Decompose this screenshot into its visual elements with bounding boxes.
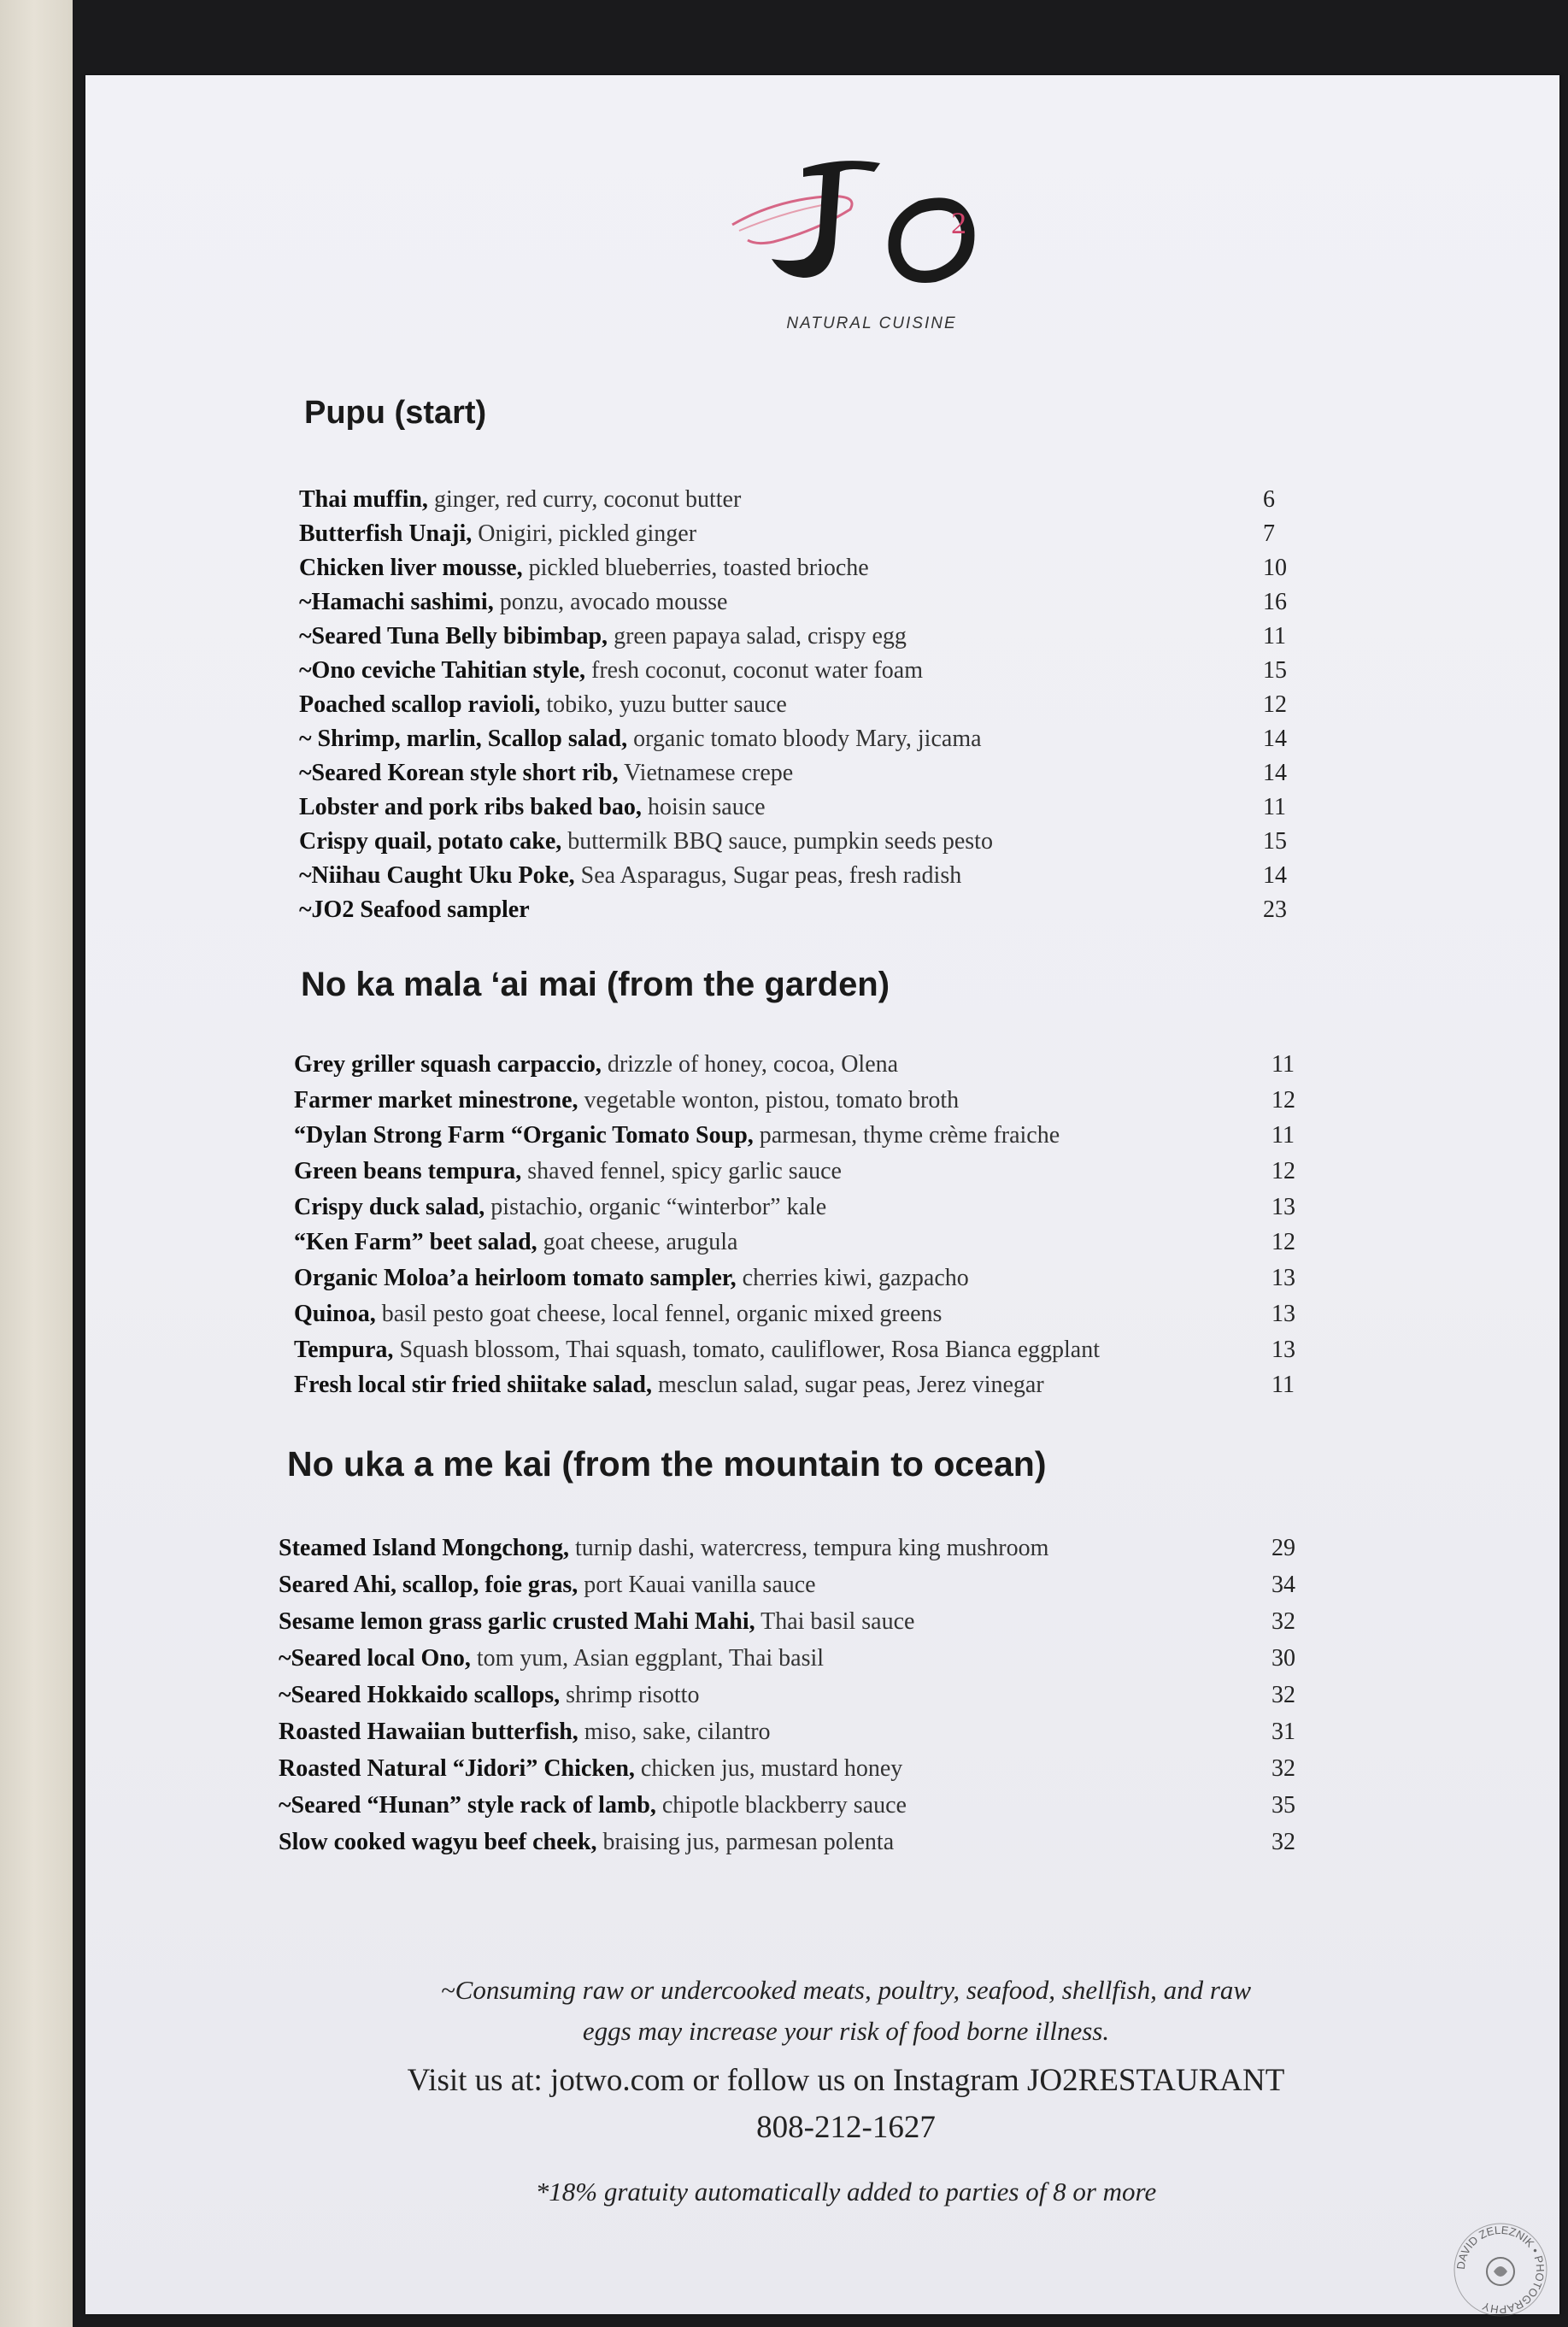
menu-item-description: mesclun salad, sugar peas, Jerez vinegar xyxy=(651,1372,1044,1399)
menu-item xyxy=(299,859,1299,893)
menu-item-description: tobiko, yuzu butter sauce xyxy=(540,691,787,718)
svg-text:DAVID ZELEZNIK • PHOTOGRAPHY: DAVID ZELEZNIK • PHOTOGRAPHY xyxy=(1453,2223,1547,2317)
menu-item-price: 12 xyxy=(1271,1086,1295,1114)
menu-item-name: Fresh local stir fried shiitake salad, xyxy=(294,1372,652,1399)
menu-item-name: ~Seared local Ono, xyxy=(279,1645,471,1672)
menu-item-name: Quinoa, xyxy=(294,1300,376,1327)
menu-item-description: cherries kiwi, gazpacho xyxy=(736,1265,969,1292)
menu-item-description: chipotle blackberry sauce xyxy=(655,1792,907,1819)
menu-list-pupu xyxy=(299,483,1299,927)
menu-item-price: 29 xyxy=(1271,1535,1295,1561)
menu-item-description: Vietnamese crepe xyxy=(618,760,794,786)
menu-item xyxy=(294,1367,1311,1403)
menu-item-name: Steamed Island Mongchong, xyxy=(279,1535,569,1561)
menu-item xyxy=(299,893,1299,927)
menu-item-price: 11 xyxy=(1271,1051,1295,1078)
menu-item-price: 16 xyxy=(1263,589,1287,615)
gratuity-note: *18% gratuity automatically added to parties of 8 or more xyxy=(535,2177,1157,2207)
menu-item-price: 31 xyxy=(1271,1719,1295,1745)
menu-item-description: vegetable wonton, pistou, tomato broth xyxy=(578,1086,960,1114)
photographer-watermark-icon xyxy=(1451,2220,1550,2319)
menu-list-garden xyxy=(294,1047,1311,1403)
menu-item-description: shrimp risotto xyxy=(560,1682,700,1708)
menu-item-description: drizzle of honey, cocoa, Olena xyxy=(601,1051,899,1078)
menu-item-price: 10 xyxy=(1263,555,1287,581)
menu-item-description: chicken jus, mustard honey xyxy=(634,1755,903,1782)
menu-item-name: Sesame lemon grass garlic crusted Mahi Mahi, xyxy=(279,1608,755,1635)
menu-item-name: Lobster and pork ribs baked bao, xyxy=(299,794,642,820)
menu-item-price: 14 xyxy=(1263,726,1287,752)
menu-item-price: 15 xyxy=(1263,828,1287,855)
menu-item xyxy=(294,1260,1311,1296)
menu-item-description: braising jus, parmesan polenta xyxy=(596,1829,895,1855)
logo-subtitle: NATURAL CUISINE xyxy=(786,314,957,332)
menu-item-description: Thai basil sauce xyxy=(755,1608,915,1635)
menu-item-description: pickled blueberries, toasted brioche xyxy=(522,555,869,581)
menu-item xyxy=(279,1603,1321,1640)
menu-item xyxy=(299,551,1299,585)
menu-item-name: Crispy quail, potato cake, xyxy=(299,828,562,855)
menu-item xyxy=(279,1566,1321,1603)
menu-item-name: ~Seared Tuna Belly bibimbap, xyxy=(299,623,608,649)
menu-item xyxy=(279,1824,1321,1860)
menu-item-price: 12 xyxy=(1263,691,1287,718)
menu-item-name: Organic Moloa’a heirloom tomato sampler, xyxy=(294,1265,737,1292)
menu-item-description: Squash blossom, Thai squash, tomato, cauliflower, Rosa Bianca eggplant xyxy=(393,1336,1100,1363)
menu-item-description: Onigiri, pickled ginger xyxy=(472,520,697,547)
menu-item xyxy=(294,1296,1311,1332)
menu-item-price: 11 xyxy=(1263,623,1286,649)
menu-item-name: Chicken liver mousse, xyxy=(299,555,523,581)
menu-item-name: ~Niihau Caught Uku Poke, xyxy=(299,862,575,889)
menu-item-price: 15 xyxy=(1263,657,1287,684)
section-title-garden: No ka mala ‘ai mai (from the garden) xyxy=(301,966,890,1003)
menu-item-price: 30 xyxy=(1271,1645,1295,1672)
menu-item xyxy=(294,1190,1311,1225)
menu-item-description: pistachio, organic “winterbor” kale xyxy=(484,1193,827,1220)
menu-item-name: Butterfish Unaji, xyxy=(299,520,473,547)
menu-item-name: Farmer market minestrone, xyxy=(294,1086,578,1114)
menu-item-description: miso, sake, cilantro xyxy=(578,1719,771,1745)
menu-item-name: Crispy duck salad, xyxy=(294,1193,485,1220)
menu-item-description: basil pesto goat cheese, local fennel, organic mixed greens xyxy=(375,1300,943,1327)
menu-item-name: Tempura, xyxy=(294,1336,394,1363)
menu-item-description: buttermilk BBQ sauce, pumpkin seeds pesto xyxy=(561,828,993,855)
menu-item xyxy=(299,620,1299,654)
menu-item xyxy=(299,688,1299,722)
menu-item xyxy=(294,1225,1311,1260)
menu-footer xyxy=(256,1970,1436,2207)
menu-item xyxy=(299,654,1299,688)
menu-item-name: ~Hamachi sashimi, xyxy=(299,589,494,615)
menu-item-name: Green beans tempura, xyxy=(294,1158,522,1185)
menu-item xyxy=(294,1118,1311,1154)
menu-item xyxy=(279,1677,1321,1713)
menu-item xyxy=(299,756,1299,790)
menu-item-price: 23 xyxy=(1263,896,1287,923)
menu-item-name: Seared Ahi, scallop, foie gras, xyxy=(279,1572,578,1598)
menu-item xyxy=(294,1047,1311,1083)
menu-item-description: ginger, red curry, coconut butter xyxy=(427,486,742,513)
svg-text:2: 2 xyxy=(951,206,966,240)
menu-item-price: 7 xyxy=(1263,520,1275,547)
menu-item-description: goat cheese, arugula xyxy=(537,1229,738,1256)
menu-item-description: parmesan, thyme crème fraiche xyxy=(753,1122,1060,1149)
menu-item-price: 34 xyxy=(1271,1572,1295,1598)
menu-item xyxy=(299,790,1299,825)
menu-item xyxy=(299,517,1299,551)
menu-item-price: 32 xyxy=(1271,1829,1295,1855)
menu-item xyxy=(279,1787,1321,1824)
menu-item-name: ~Seared Korean style short rib, xyxy=(299,760,619,786)
menu-item xyxy=(294,1332,1311,1368)
menu-item xyxy=(279,1530,1321,1566)
menu-item-description: tom yum, Asian eggplant, Thai basil xyxy=(470,1645,825,1672)
menu-item-name: Roasted Natural “Jidori” Chicken, xyxy=(279,1755,635,1782)
menu-item-price: 12 xyxy=(1271,1229,1295,1256)
menu-item xyxy=(299,585,1299,620)
menu-item xyxy=(279,1640,1321,1677)
menu-item-name: “Dylan Strong Farm “Organic Tomato Soup, xyxy=(294,1122,754,1149)
menu-item-description: port Kauai vanilla sauce xyxy=(578,1572,816,1598)
menu-item-price: 11 xyxy=(1271,1372,1295,1399)
menu-item xyxy=(294,1154,1311,1190)
menu-item-price: 6 xyxy=(1263,486,1275,513)
menu-item-price: 12 xyxy=(1271,1158,1295,1185)
jo2-logo xyxy=(722,150,1013,338)
menu-item xyxy=(294,1083,1311,1119)
section-title-pupu: Pupu (start) xyxy=(304,395,487,431)
menu-item-price: 13 xyxy=(1271,1265,1295,1292)
menu-item-name: Roasted Hawaiian butterfish, xyxy=(279,1719,578,1745)
menu-item-price: 32 xyxy=(1271,1682,1295,1708)
menu-item-name: ~JO2 Seafood sampler xyxy=(299,896,530,923)
menu-item-price: 13 xyxy=(1271,1336,1295,1363)
menu-item-description: Sea Asparagus, Sugar peas, fresh radish xyxy=(574,862,962,889)
menu-item-name: “Ken Farm” beet salad, xyxy=(294,1229,537,1256)
menu-item-name: ~Ono ceviche Tahitian style, xyxy=(299,657,586,684)
menu-item-description: shaved fennel, spicy garlic sauce xyxy=(521,1158,842,1185)
menu-item-price: 11 xyxy=(1263,794,1286,820)
menu-item-price: 32 xyxy=(1271,1755,1295,1782)
menu-item-name: Poached scallop ravioli, xyxy=(299,691,541,718)
menu-item-description: hoisin sauce xyxy=(641,794,766,820)
menu-item-price: 13 xyxy=(1271,1193,1295,1220)
menu-item-price: 35 xyxy=(1271,1792,1295,1819)
menu-item-price: 13 xyxy=(1271,1300,1295,1327)
menu-item-name: ~Seared Hokkaido scallops, xyxy=(279,1682,561,1708)
menu-item xyxy=(279,1713,1321,1750)
menu-item-name: Thai muffin, xyxy=(299,486,428,513)
menu-item-description: turnip dashi, watercress, tempura king mushroom xyxy=(568,1535,1049,1561)
raw-food-warning: ~Consuming raw or undercooked meats, poultry, seafood, shellfish, and raw eggs may increase your risk of food borne illness. xyxy=(440,1975,1252,2046)
menu-item-name: Grey griller squash carpaccio, xyxy=(294,1051,602,1078)
menu-item-description: ponzu, avocado mousse xyxy=(493,589,728,615)
menu-item xyxy=(279,1750,1321,1787)
menu-item xyxy=(299,483,1299,517)
menu-item-description: organic tomato bloody Mary, jicama xyxy=(627,726,982,752)
menu-item xyxy=(299,825,1299,859)
menu-item-name: ~ Shrimp, marlin, Scallop salad, xyxy=(299,726,628,752)
menu-item-name: ~Seared “Hunan” style rack of lamb, xyxy=(279,1792,656,1819)
visit-us-text: Visit us at: jotwo.com or follow us on Instagram JO2RESTAURANT xyxy=(407,2063,1285,2098)
menu-item xyxy=(299,722,1299,756)
phone-number: 808-212-1627 xyxy=(756,2110,936,2145)
section-title-mountain-ocean: No uka a me kai (from the mountain to ocean) xyxy=(287,1444,1047,1484)
menu-list-mountain-ocean xyxy=(279,1530,1321,1860)
menu-item-description: green papaya salad, crispy egg xyxy=(608,623,907,649)
menu-item-price: 14 xyxy=(1263,760,1287,786)
menu-item-name: Slow cooked wagyu beef cheek, xyxy=(279,1829,597,1855)
menu-item-price: 32 xyxy=(1271,1608,1295,1635)
menu-item-description: fresh coconut, coconut water foam xyxy=(585,657,923,684)
menu-item-price: 14 xyxy=(1263,862,1287,889)
menu-item-price: 11 xyxy=(1271,1122,1295,1149)
